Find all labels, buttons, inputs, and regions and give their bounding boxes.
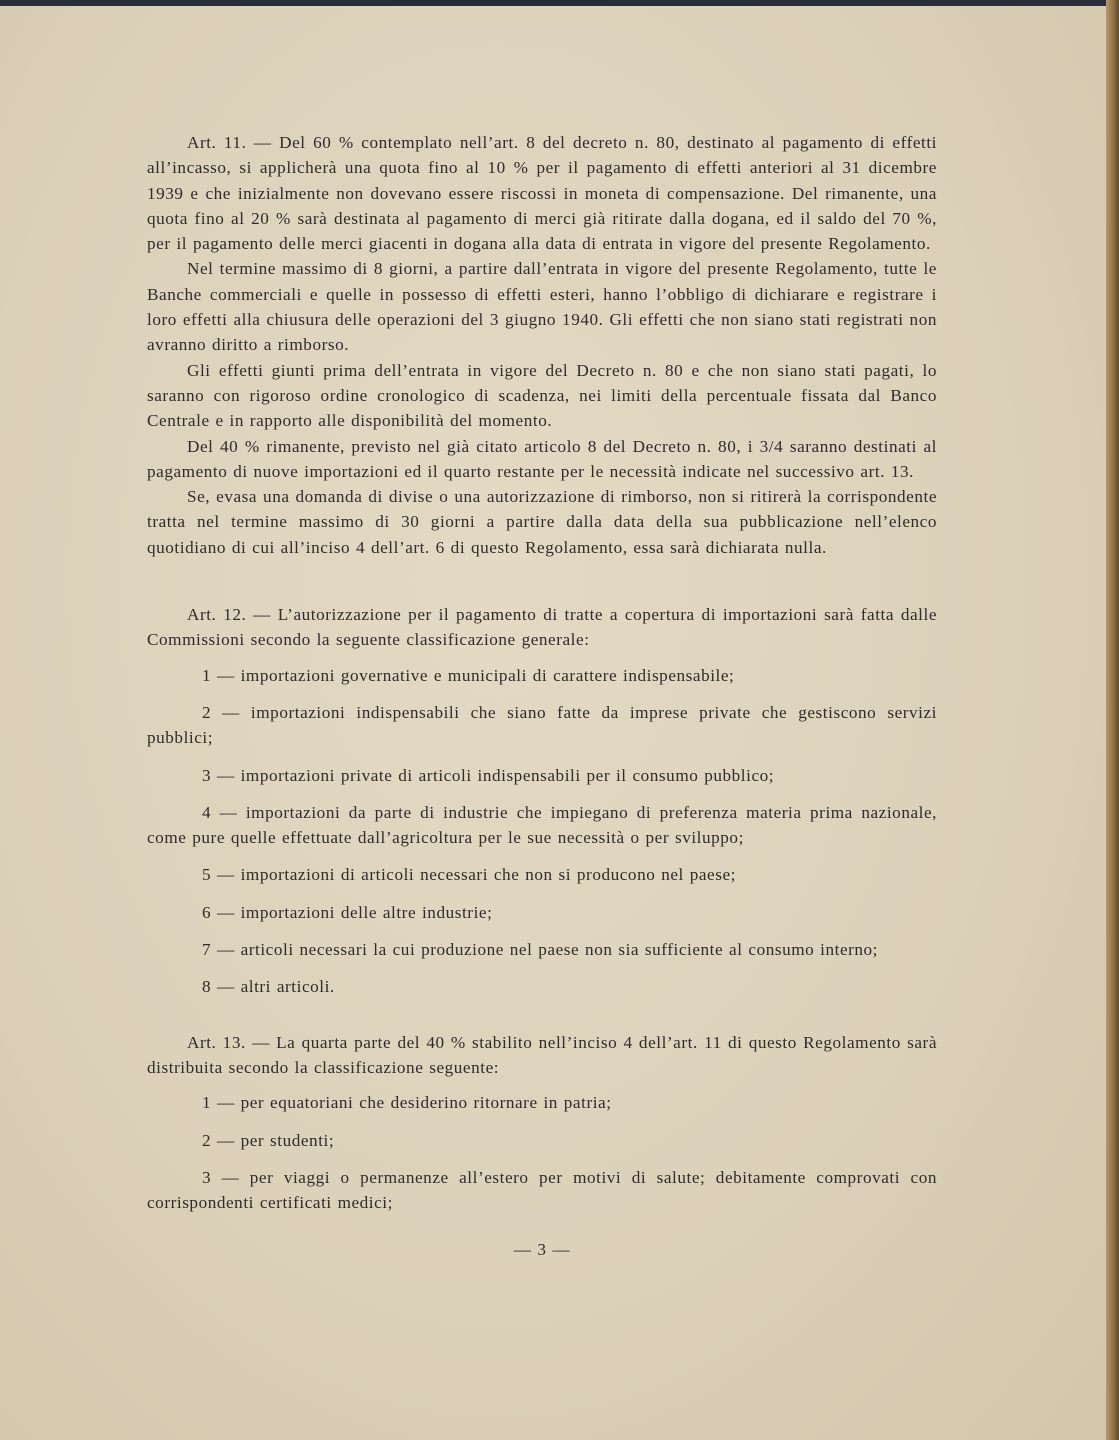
paragraph: Art. 11. — Del 60 % contemplato nell’art. 8 del decreto n. 80, destinato al pagamento di effetti all’incasso, si applicherà una quota fino al 10 % per il pagamento di effetti anteriori al 31 dicembre 1939 e che inizialmente non dovevano essere riscossi in moneta di compensazione. Del rimanente, una quota fino al 20 % sarà destinata al pagamento di merci già ritirate dalla dogana, ed il saldo del 70 %, per il pagamento delle merci giacenti in dogana alla data di entrata in vigore del presente Regolamento.: [147, 133, 937, 254]
article-12: [147, 602, 937, 1000]
list-item: 1 — per equatoriani che desiderino ritornare in patria;: [202, 1093, 612, 1113]
list-item: 2 — importazioni indispensabili che siano fatte da imprese private che gestiscono servizi pubblici;: [147, 702, 937, 748]
list-item: 1 — importazioni governative e municipali di carattere indispensabile;: [202, 665, 735, 685]
article-13: [147, 1030, 937, 1216]
list-item: 3 — per viaggi o permanenze all’estero per motivi di salute; debitamente comprovati con corrispondenti certificati medici;: [147, 1167, 937, 1213]
article-11: [147, 130, 937, 560]
paragraph: Nel termine massimo di 8 giorni, a partire dall’entrata in vigore del presente Regolamento, tutte le Banche commerciali e quelle in possesso di effetti esteri, hanno l’obbligo di dichiarare e registrare i loro effetti alla chiusura delle operazioni del 3 giugno 1940. Gli effetti che non siano stati registrati non avranno diritto a rimborso.: [147, 259, 937, 355]
paragraph: Del 40 % rimanente, previsto nel già citato articolo 8 del Decreto n. 80, i 3/4 saranno destinati al pagamento di nuove importazioni ed il quarto restante per le necessità indicate nel successivo art. 13.: [147, 436, 937, 481]
page-number: — 3 —: [513, 1240, 571, 1260]
list-item: 4 — importazioni da parte di industrie che impiegano di preferenza materia prima nazionale, come pure quelle effettuate dall’agricoltura per le sue necessità o per sviluppo;: [147, 802, 937, 848]
paragraph: Se, evasa una domanda di divise o una autorizzazione di rimborso, non si ritirerà la corrispondente tratta nel termine massimo di 30 giorni a partire dalla data della sua pubblicazione nell’elenco quotidiano di cui all’inciso 4 dell’art. 6 di questo Regolamento, essa sarà dichiarata nulla.: [147, 487, 937, 557]
list-item: 5 — importazioni di articoli necessari che non si producono nel paese;: [202, 865, 736, 885]
list-item: 2 — per studenti;: [202, 1130, 335, 1150]
page-body: [147, 130, 937, 1262]
list-item: 6 — importazioni delle altre industrie;: [202, 902, 493, 922]
document-page: [0, 6, 1106, 1440]
article-intro: Art. 13. — La quarta parte del 40 % stabilito nell’inciso 4 dell’art. 11 di questo Regolamento sarà distribuita secondo la classificazione seguente:: [147, 1032, 937, 1077]
list-item: 7 — articoli necessari la cui produzione nel paese non sia sufficiente al consumo interno;: [202, 940, 879, 960]
spacer: [147, 560, 937, 590]
list-item: 3 — importazioni private di articoli indispensabili per il consumo pubblico;: [202, 765, 775, 785]
paragraph: Gli effetti giunti prima dell’entrata in vigore del Decreto n. 80 e che non siano stati pagati, lo saranno con rigoroso ordine cronologico di scadenza, nei limiti della percentuale fissata dal Banco Centrale e in rapporto alle disponibilità del momento.: [147, 360, 937, 431]
list-item: 8 — altri articoli.: [202, 977, 335, 997]
book-edge: [1106, 0, 1119, 1440]
article-intro: Art. 12. — L’autorizzazione per il pagamento di tratte a copertura di importazioni sarà fatta dalle Commissioni secondo la seguente classificazione generale:: [147, 605, 937, 650]
